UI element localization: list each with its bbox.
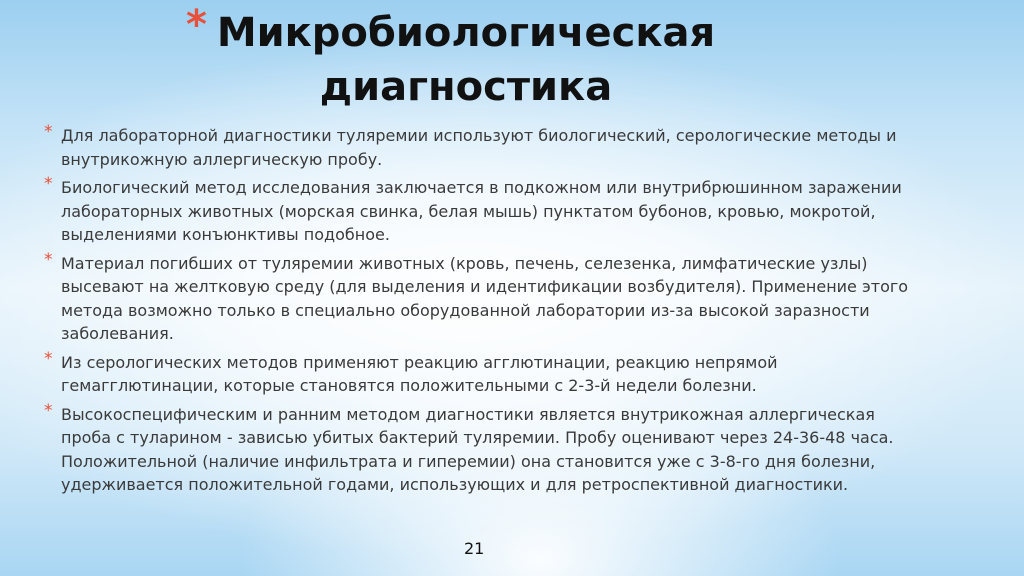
slide-title-line-1: Микробиологическая [216, 10, 716, 56]
bullet-list [44, 124, 924, 502]
asterisk-bullet-icon: * [44, 400, 53, 421]
asterisk-bullet-icon: * [44, 122, 53, 142]
asterisk-bullet-icon: * [44, 249, 53, 270]
list-item-text: Для лабораторной диагностики туляремии используют биологический, серологические методы и внутрикожную аллергическую пробу. [61, 126, 897, 169]
slide-title-line-2: диагностика [319, 64, 613, 110]
asterisk-bullet-icon: * [44, 348, 53, 369]
list-item-text: Из серологических методов применяют реакцию агглютинации, реакцию непрямой гемагглютинации, которые становятся положительными с 2-3-й недели болезни. [61, 352, 778, 395]
list-item [44, 176, 924, 247]
title-bullet-icon: * [186, 2, 207, 48]
list-item-text: Высокоспецифическим и ранним методом диагностики является внутрикожная аллергическая проба с туларином - зависью убитых бактерий туляремии. Пробу оценивают через 24-36-48 часа. Положительной (наличие инфильтрата и гиперемии) она становится уже с 3-8-го дня болезни, удерживается положительной годами, использующих и для ретроспективной диагностики. [61, 404, 894, 494]
list-item-text: Материал погибших от туляремии животных (кровь, печень, селезенка, лимфатические узлы) высевают на желтковую среду (для выделения и идентификации возбудителя). Применение этого метода возможно только в специально оборудованной лаборатории из-за высокой заразности заболевания. [61, 253, 909, 343]
list-item-text: Биологический метод исследования заключается в подкожном или внутрибрюшинном заражении лабораторных животных (морская свинка, белая мышь) пунктатом бубонов, кровью, мокротой, выделениями конъюнктивы подобное. [61, 178, 902, 244]
page-number: 21 [464, 539, 485, 558]
list-item [44, 400, 924, 497]
list-item [44, 348, 924, 398]
asterisk-bullet-icon: * [44, 174, 53, 194]
slide-title [186, 6, 746, 114]
list-item [44, 124, 924, 171]
list-item [44, 249, 924, 346]
